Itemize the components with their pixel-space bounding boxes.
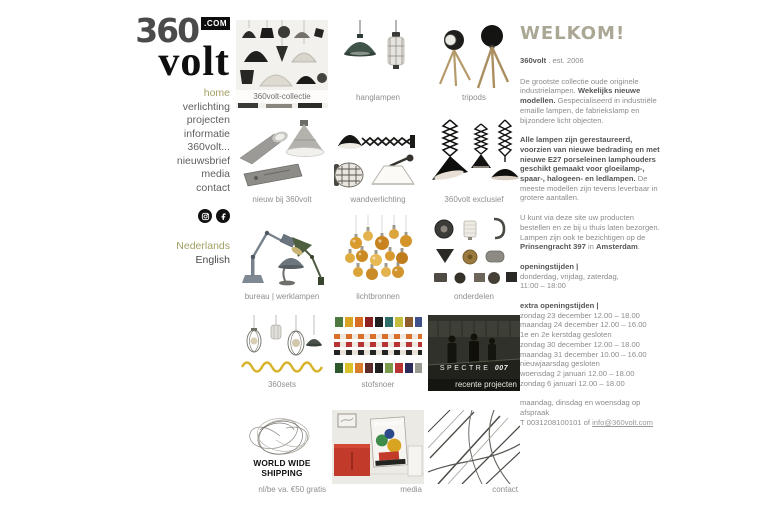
bureau-thumbnail [236, 215, 328, 291]
language-nederlands[interactable]: Nederlands [176, 240, 230, 252]
lichtbronnen-thumbnail [332, 215, 424, 291]
visit-paragraph: U kunt via deze site uw producten bestellen en ze bij u thuis laten bezorgen. Lampen zijn ook te bezichtigen op de Prinsengracht 397 in Amsterdam. [520, 213, 660, 252]
tile-wandverlichting[interactable] [332, 118, 424, 206]
nav-item-contact[interactable]: contact [196, 181, 230, 194]
tile-label: stofsnoer [361, 380, 395, 389]
stofsnoer-thumbnail [332, 315, 424, 379]
email-link[interactable]: info@360volt.com [592, 417, 653, 427]
tile-label: tripods [461, 93, 486, 102]
instagram-icon[interactable] [198, 209, 212, 223]
language-english[interactable]: English [195, 254, 230, 266]
restored-paragraph: Alle lampen zijn gerestaureerd, voorzien van nieuwe bedrading en met nieuwe E27 porseleinen lamphouders geschikt gemaakt voor gloeilamp-, spaar-, halogeen- en ledlampen. De meeste modellen zijn tevens leverbaar in grotere aantallen. [520, 135, 660, 203]
nav-item-projecten[interactable]: projecten [186, 114, 230, 126]
tile-label: lichtbronnen [356, 292, 400, 301]
tile-label: 360volt-collectie [236, 90, 328, 103]
tile-label: 360volt exclusief [444, 195, 504, 204]
nav-item-home[interactable]: home [203, 87, 230, 99]
tile-label: nl/be va. €50 gratis [258, 485, 326, 494]
tile-label: media [400, 485, 422, 494]
appointment-paragraph: maandag, dinsdag en woensdag op afspraak T 0031208100101 of info@360volt.com [520, 398, 653, 427]
grid-row-5 [236, 410, 520, 496]
hanglampen-thumbnail [332, 20, 424, 92]
nav-item-media[interactable]: media [201, 168, 230, 180]
language-switch [176, 239, 230, 267]
grid-row-4 [236, 315, 520, 391]
tile-stofsnoer[interactable] [332, 315, 424, 391]
tile-hanglampen[interactable] [332, 20, 424, 108]
welcome-title: WELKOM! [520, 23, 626, 44]
tile-nieuw-bij-360volt[interactable] [236, 118, 328, 206]
grid-row-2 [236, 118, 520, 206]
sidebar [90, 11, 230, 267]
spectre-title: SPECTRE 007 [439, 365, 509, 372]
tile-media[interactable] [332, 410, 424, 496]
tile-label: hanglampen [355, 93, 401, 102]
tile-label: bureau | werklampen [244, 292, 320, 301]
contact-thumbnail [428, 410, 520, 484]
tile-bureau-werklampen[interactable] [236, 215, 328, 303]
nav-item-informatie[interactable]: informatie [183, 127, 230, 140]
wallpaper-masthead: Wallpaper* [373, 419, 405, 429]
nav-item-360volt[interactable]: 360volt... [187, 141, 230, 153]
tile-label: wandverlichting [350, 195, 406, 204]
logo[interactable] [135, 11, 230, 85]
tile-tripods[interactable] [428, 20, 520, 108]
tile-360volt-exclusief[interactable] [428, 118, 520, 206]
grid-row-1 [236, 20, 520, 108]
nieuw-thumbnail [236, 118, 328, 194]
opening-hours: openingstijden | donderdag, vrijdag, zaterdag, 11:00 – 18:00 [520, 261, 619, 291]
nav-item-verlichting[interactable]: verlichting [182, 100, 230, 113]
shipping-title: WORLD WIDE SHIPPING [253, 458, 311, 478]
tripods-thumbnail [428, 20, 520, 92]
category-grid [236, 20, 520, 496]
tile-label: contact [492, 485, 518, 494]
facebook-icon[interactable] [216, 209, 230, 223]
wandverlichting-thumbnail [332, 118, 424, 194]
nav-item-nieuwsbrief[interactable]: nieuwsbrief [176, 154, 230, 167]
tile-360sets[interactable] [236, 315, 328, 391]
tile-contact[interactable] [428, 410, 520, 496]
tile-label: 360sets [267, 380, 297, 389]
tile-onderdelen[interactable] [428, 215, 520, 303]
welcome-column [520, 24, 662, 438]
tile-label: nieuw bij 360volt [252, 195, 312, 204]
onderdelen-thumbnail [428, 215, 520, 291]
main-nav [177, 87, 230, 195]
tile-label: recente projecten [428, 379, 520, 391]
extra-opening-hours: extra openingstijden | zondag 23 december 12.00 – 18.00 maandag 24 december 12.00 – 16.00 1e en 2e kerstdag gesloten zondag 30 december 12.00 – 18.00 maandag 31 december 10.00 – 16.00 nieuwjaarsdag gesloten woensdag 2 januari 12.00 – 18.00 zondag 6 januari 12.00 – 18.00 [520, 301, 647, 388]
tile-recente-projecten[interactable] [428, 315, 520, 391]
grid-row-3 [236, 215, 520, 303]
social-links [198, 209, 230, 223]
tile-360volt-collectie[interactable] [236, 20, 328, 108]
tile-lichtbronnen[interactable] [332, 215, 424, 303]
logo-word: volt [158, 39, 230, 85]
logo-number: 360 [135, 11, 199, 50]
tile-world-wide-shipping[interactable] [236, 410, 328, 496]
exclusief-thumbnail [428, 118, 520, 194]
sets-thumbnail [236, 315, 328, 379]
intro-paragraph: De grootste collectie oude originele industrielampen. Wekelijks nieuwe modellen. Gespecialiseerd in industriële emaille lampen, de fabriekslamp en bijzondere licht objecten. [520, 76, 657, 125]
tile-label: onderdelen [453, 292, 495, 301]
logo-com-badge: .COM [201, 17, 230, 30]
established-line: 360volt . est. 2006 [520, 56, 584, 65]
